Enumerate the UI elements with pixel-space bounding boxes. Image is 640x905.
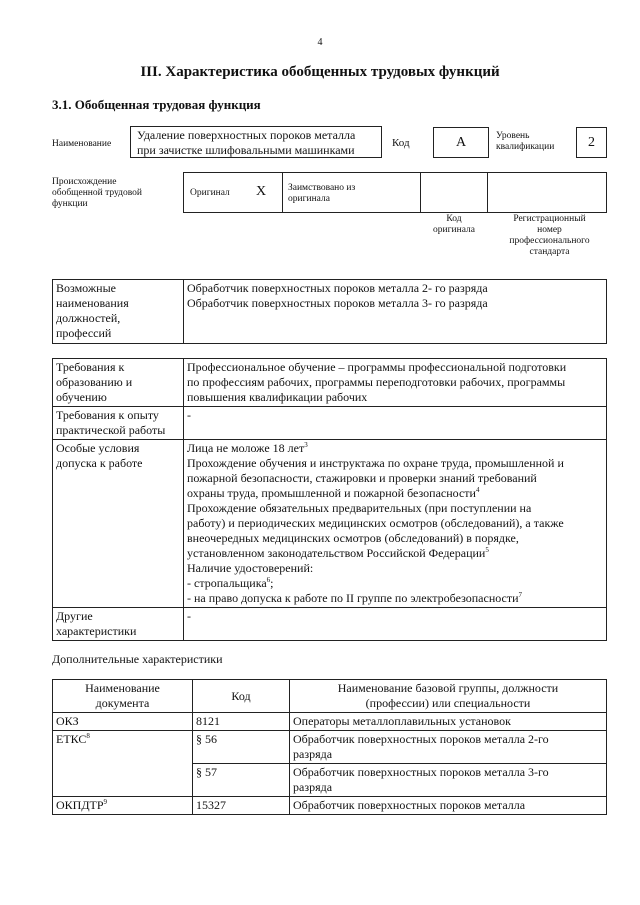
original-mark: X [256,184,267,199]
conditions-label-line1: Особые условия [56,441,140,455]
positions-label-line4: профессий [56,326,112,340]
condition-medical-line3: внеочередных медицинских осмотров (обследований) в порядке, [187,531,519,545]
col-document-line2: документа [95,696,150,710]
footnote-ref-9: 9 [103,798,108,806]
education-label-cell [53,359,184,407]
doc-etks [53,731,193,797]
borrowed-line1: Заимствовано из [288,183,356,193]
positions-table [52,279,607,344]
condition-training-line3-text: охраны труда, промышленной и пожарной безопасности [187,486,476,500]
condition-electrical [187,591,603,606]
education-line1: Профессиональное обучение – программы профессиональной подготовки [187,360,567,374]
name-okz: Операторы металлоплавильных установок [290,713,607,731]
qualification-level-value: 2 [576,127,607,158]
name-okpdtr: Обработчик поверхностных пороков металла [290,797,607,815]
code-original-line1: Код [446,214,462,224]
condition-age [187,441,603,456]
name-etks-56-line2: разряда [293,747,333,761]
code-okz: 8121 [193,713,290,731]
code-okpdtr: 15327 [193,797,290,815]
positions-label-line3: должностей, [56,311,121,325]
conditions-label-line2: допуска к работе [56,456,143,470]
code-etks-56: § 56 [193,731,290,764]
reg-line4: стандарта [529,247,570,257]
code-original-cell [420,172,488,213]
table-row [53,713,607,731]
col-document-line1: Наименование [85,681,160,695]
education-value-cell [184,359,607,407]
name-etks-57-line2: разряда [293,780,333,794]
function-name-line2: при зачистке шлифовальными машинками [137,143,355,157]
experience-label-line1: Требования к опыту [56,408,159,422]
page-number: 4 [317,37,323,48]
reg-line3: профессионального [509,236,590,246]
positions-row [53,280,607,344]
doc-okpdtr [53,797,193,815]
condition-electrical-text: - на право допуска к работе по II группе по электробезопасности [187,591,519,605]
origin-label-line3: функции [52,199,88,209]
code-original-caption [420,214,488,236]
conditions-value-cell [184,440,607,608]
table-row [53,731,607,764]
condition-medical-line4-text: установленном законодательством Российской Федерации [187,546,486,560]
footnote-ref-3: 3 [304,441,308,449]
condition-slinger-tail: ; [270,576,274,590]
section-title: III. Характеристика обобщенных трудовых функций [140,64,500,80]
condition-age-text: Лица не моложе 18 лет [187,441,305,455]
col-document-header [53,680,193,713]
experience-label-cell [53,407,184,440]
footnote-ref-8: 8 [86,732,90,740]
function-name-line1: Удаление поверхностных пороков металла [137,128,356,142]
reg-line2: номер [537,225,562,235]
doc-okpdtr-text: ОКПДТР [56,798,104,812]
condition-training-line2: пожарной безопасности, стажировки и проверки знаний требований [187,471,537,485]
condition-slinger [187,576,603,591]
other-row [53,608,607,641]
code-original-line2: оригинала [433,225,475,235]
origin-label-line2: обобщенной трудовой [52,188,142,198]
level-label-line2: квалификации [496,142,555,152]
education-line2: по профессиям рабочих, программы переподготовки рабочих, программы [187,375,566,389]
other-label-line1: Другие [56,609,93,623]
education-label-line1: Требования к [56,360,125,374]
condition-slinger-text: - стропальщика [187,576,267,590]
function-name-box [130,126,382,158]
positions-label-line2: наименования [56,296,129,310]
additional-table [52,679,607,815]
col-name-line1: Наименование базовой группы, должности [337,681,559,695]
conditions-row [53,440,607,608]
reg-number-caption [492,214,607,258]
name-etks-56-line1: Обработчик поверхностных пороков металла 2-го [293,732,549,746]
other-value-cell: - [184,608,607,641]
name-etks-57 [290,764,607,797]
education-row [53,359,607,407]
additional-header-row [53,680,607,713]
education-label-line2: образованию и [56,375,133,389]
footnote-ref-7: 7 [518,591,523,599]
requirements-table [52,358,607,641]
subsection-title: 3.1. Обобщенная трудовая функция [52,97,261,112]
doc-etks-text: ЕТКС [56,732,87,746]
position-item-2: Обработчик поверхностных пороков металла 3- го разряда [187,296,488,310]
code-label: Код [392,137,410,149]
doc-okz: ОКЗ [53,713,193,731]
qualification-level-label [496,131,554,153]
borrowed-label [288,183,355,205]
additional-title: Дополнительные характеристики [52,652,223,666]
experience-value-cell: - [184,407,607,440]
other-label-line2: характеристики [56,624,137,638]
footnote-ref-5: 5 [485,546,489,554]
footnote-ref-6: 6 [266,576,271,584]
code-etks-57: § 57 [193,764,290,797]
condition-certificates: Наличие удостоверений: [187,561,314,575]
name-label: Наименование [52,139,112,149]
name-etks-57-line1: Обработчик поверхностных пороков металла 3-го [293,765,549,779]
education-line3: повышения квалификации рабочих [187,390,368,404]
position-item-1: Обработчик поверхностных пороков металла 2- го разряда [187,281,488,295]
origin-label-line1: Происхождение [52,177,117,187]
education-label-line3: обучению [56,390,107,404]
experience-label-line2: практической работы [56,423,166,437]
positions-value-cell [184,280,607,344]
reg-line1: Регистрационный [513,214,586,224]
conditions-label-cell [53,440,184,608]
positions-label-cell [53,280,184,344]
original-label: Оригинал [190,188,230,198]
level-label-line1: Уровень [496,131,530,141]
name-etks-56 [290,731,607,764]
origin-label [52,177,142,210]
condition-medical-line4 [187,546,603,561]
condition-training-line3 [187,486,603,501]
footnote-ref-4: 4 [475,486,480,494]
table-row [53,797,607,815]
col-name-header [290,680,607,713]
other-label-cell [53,608,184,641]
col-code-header: Код [193,680,290,713]
borrowed-line2: оригинала [288,194,330,204]
condition-training-line1: Прохождение обучения и инструктажа по охране труда, промышленной и [187,456,564,470]
code-value-box: A [433,127,489,158]
col-name-line2: (профессии) или специальности [365,696,531,710]
positions-label-line1: Возможные [56,281,116,295]
condition-medical-line1: Прохождение обязательных предварительных (при поступлении на [187,501,532,515]
experience-row [53,407,607,440]
condition-medical-line2: работу) и периодических медицинских осмотров (обследований), а также [187,516,564,530]
